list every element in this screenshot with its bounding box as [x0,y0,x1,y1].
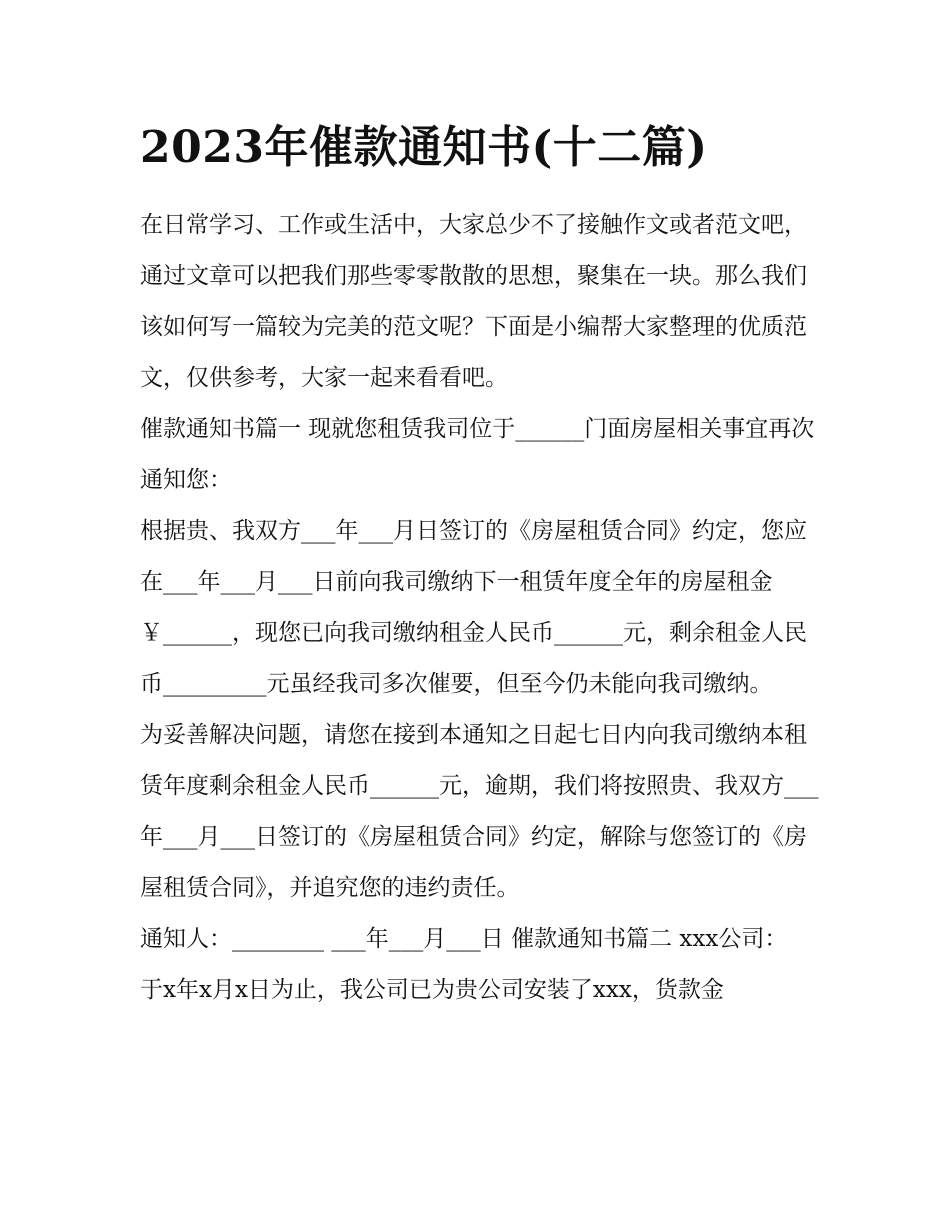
paragraph-intro: 在日常学习、工作或生活中，大家总少不了接触作文或者范文吧，通过文章可以把我们那些零零散散的思想，聚集在一块。那么我们该如何写一篇较为完美的范文呢？下面是小编帮大家整理的优质范文，仅供参考，大家一起来看看吧。 [140,212,807,391]
document-title: 2023年催款通知书(十二篇) [140,122,708,173]
paragraph-resolution: 为妥善解决问题，请您在接到本通知之日起七日内向我司缴纳本租赁年度剩余租金人民币______元，逾期，我们将按照贵、我双方___年___月___日签订的《房屋租赁合同》约定，解除与您签订的《房屋租赁合同》，并追究您的违约责任。 [140,722,819,901]
paragraph-notice-2-body: 于x年x月x日为止，我公司已为贵公司安装了xxx，货款金 [140,977,724,1003]
paragraph-signature: 通知人：________ ___年___月___日 催款通知书篇二 xxx公司： [140,926,788,952]
paragraph-contract-terms: 根据贵、我双方___年___月日签订的《房屋租赁合同》约定，您应在___年___月___日前向我司缴纳下一租赁年度全年的房屋租金￥______，现您已向我司缴纳租金人民币______元，剩余租金人民币_________元虽经我司多次催要，但至今仍未能向我司缴纳。 [140,518,807,697]
paragraph-notice-1-opening: 催款通知书篇一 现就您租赁我司位于______门面房屋相关事宜再次通知您： [140,416,815,493]
document-body [140,118,820,1016]
